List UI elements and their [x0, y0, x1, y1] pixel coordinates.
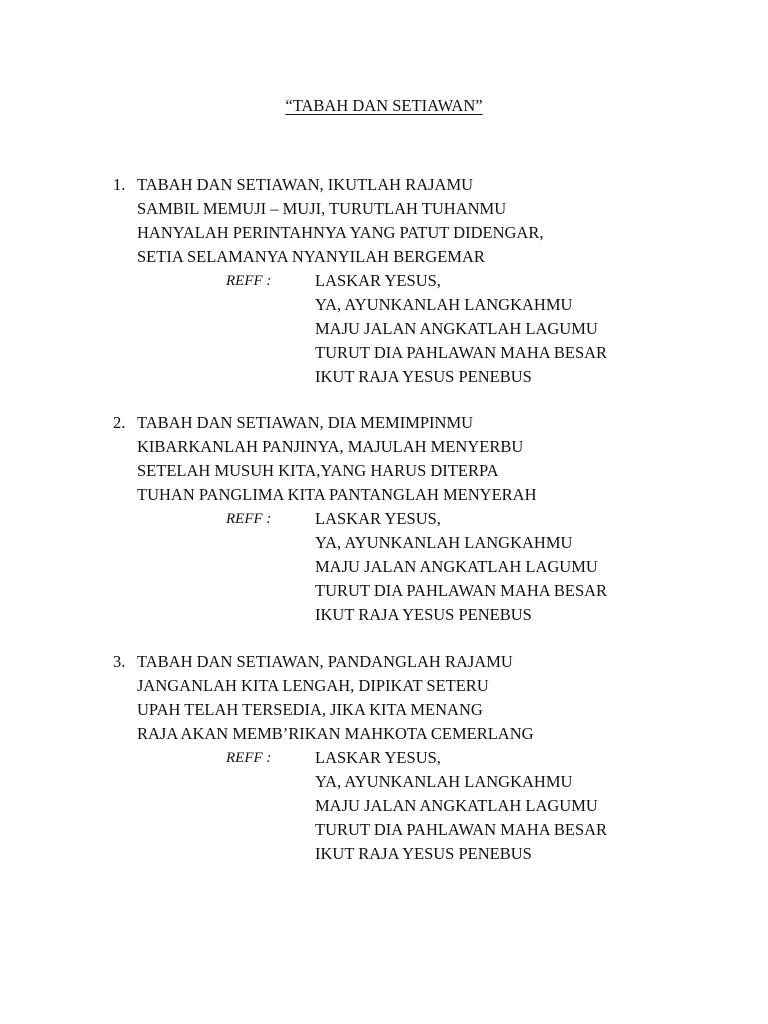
- reff-label: REFF :: [226, 511, 272, 527]
- verse-text: SAMBIL MEMUJI – MUJI, TURUTLAH TUHANMU: [137, 199, 507, 218]
- chorus-line: [0, 341, 768, 365]
- chorus-line: [0, 842, 768, 866]
- chorus-line: [0, 531, 768, 555]
- chorus-text: IKUT RAJA YESUS PENEBUS: [315, 844, 532, 863]
- verse-text: TABAH DAN SETIAWAN, DIA MEMIMPINMU: [137, 413, 474, 432]
- chorus-text: IKUT RAJA YESUS PENEBUS: [315, 367, 532, 386]
- verse-line: [0, 650, 768, 674]
- chorus-text: IKUT RAJA YESUS PENEBUS: [315, 605, 532, 624]
- verse-text: TUHAN PANGLIMA KITA PANTANGLAH MENYERAH: [137, 485, 537, 504]
- chorus-line: [0, 579, 768, 603]
- verse-line: [0, 483, 768, 507]
- chorus-line: [0, 746, 768, 770]
- verse-2: [0, 411, 768, 627]
- verse-line: [0, 674, 768, 698]
- chorus-line: [0, 365, 768, 389]
- chorus-text: TURUT DIA PAHLAWAN MAHA BESAR: [315, 820, 608, 839]
- chorus-text: YA, AYUNKANLAH LANGKAHMU: [315, 772, 573, 791]
- chorus-line: [0, 293, 768, 317]
- verse-line: [0, 435, 768, 459]
- verse-number: 3.: [113, 652, 126, 671]
- verse-text: HANYALAH PERINTAHNYA YANG PATUT DIDENGAR,: [137, 223, 544, 242]
- verse-text: KIBARKANLAH PANJINYA, MAJULAH MENYERBU: [137, 437, 524, 456]
- verse-text: SETIA SELAMANYA NYANYILAH BERGEMAR: [137, 247, 485, 266]
- chorus-line: [0, 770, 768, 794]
- reff-label: REFF :: [226, 273, 272, 289]
- chorus-line: [0, 317, 768, 341]
- verse-line: [0, 197, 768, 221]
- verse-number: 1.: [113, 175, 126, 194]
- verse-line: [0, 459, 768, 483]
- verse-line: [0, 411, 768, 435]
- verse-1: [0, 173, 768, 389]
- chorus-text: LASKAR YESUS,: [315, 748, 441, 767]
- verse-line: [0, 722, 768, 746]
- verse-line: [0, 698, 768, 722]
- chorus-text: MAJU JALAN ANGKATLAH LAGUMU: [315, 557, 598, 576]
- chorus-line: [0, 794, 768, 818]
- chorus-text: TURUT DIA PAHLAWAN MAHA BESAR: [315, 581, 608, 600]
- chorus-line: [0, 818, 768, 842]
- song-title: [0, 94, 768, 118]
- chorus-line: [0, 555, 768, 579]
- verse-number: 2.: [113, 413, 126, 432]
- verse-line: [0, 221, 768, 245]
- chorus-text: LASKAR YESUS,: [315, 271, 441, 290]
- chorus-text: MAJU JALAN ANGKATLAH LAGUMU: [315, 796, 598, 815]
- verse-text: RAJA AKAN MEMB’RIKAN MAHKOTA CEMERLANG: [137, 724, 534, 743]
- verse-3: [0, 650, 768, 866]
- verse-text: TABAH DAN SETIAWAN, IKUTLAH RAJAMU: [137, 175, 474, 194]
- chorus-line: [0, 507, 768, 531]
- chorus-text: TURUT DIA PAHLAWAN MAHA BESAR: [315, 343, 608, 362]
- verse-text: UPAH TELAH TERSEDIA, JIKA KITA MENANG: [137, 700, 483, 719]
- chorus-text: LASKAR YESUS,: [315, 509, 441, 528]
- chorus-text: MAJU JALAN ANGKATLAH LAGUMU: [315, 319, 598, 338]
- chorus-text: YA, AYUNKANLAH LANGKAHMU: [315, 295, 573, 314]
- verse-text: TABAH DAN SETIAWAN, PANDANGLAH RAJAMU: [137, 652, 513, 671]
- reff-label: REFF :: [226, 750, 272, 766]
- chorus-line: [0, 269, 768, 293]
- verse-line: [0, 245, 768, 269]
- chorus-line: [0, 603, 768, 627]
- verse-text: JANGANLAH KITA LENGAH, DIPIKAT SETERU: [137, 676, 489, 695]
- song-title-text: “TABAH DAN SETIAWAN”: [285, 96, 483, 115]
- verse-line: [0, 173, 768, 197]
- verse-text: SETELAH MUSUH KITA,YANG HARUS DITERPA: [137, 461, 499, 480]
- chorus-text: YA, AYUNKANLAH LANGKAHMU: [315, 533, 573, 552]
